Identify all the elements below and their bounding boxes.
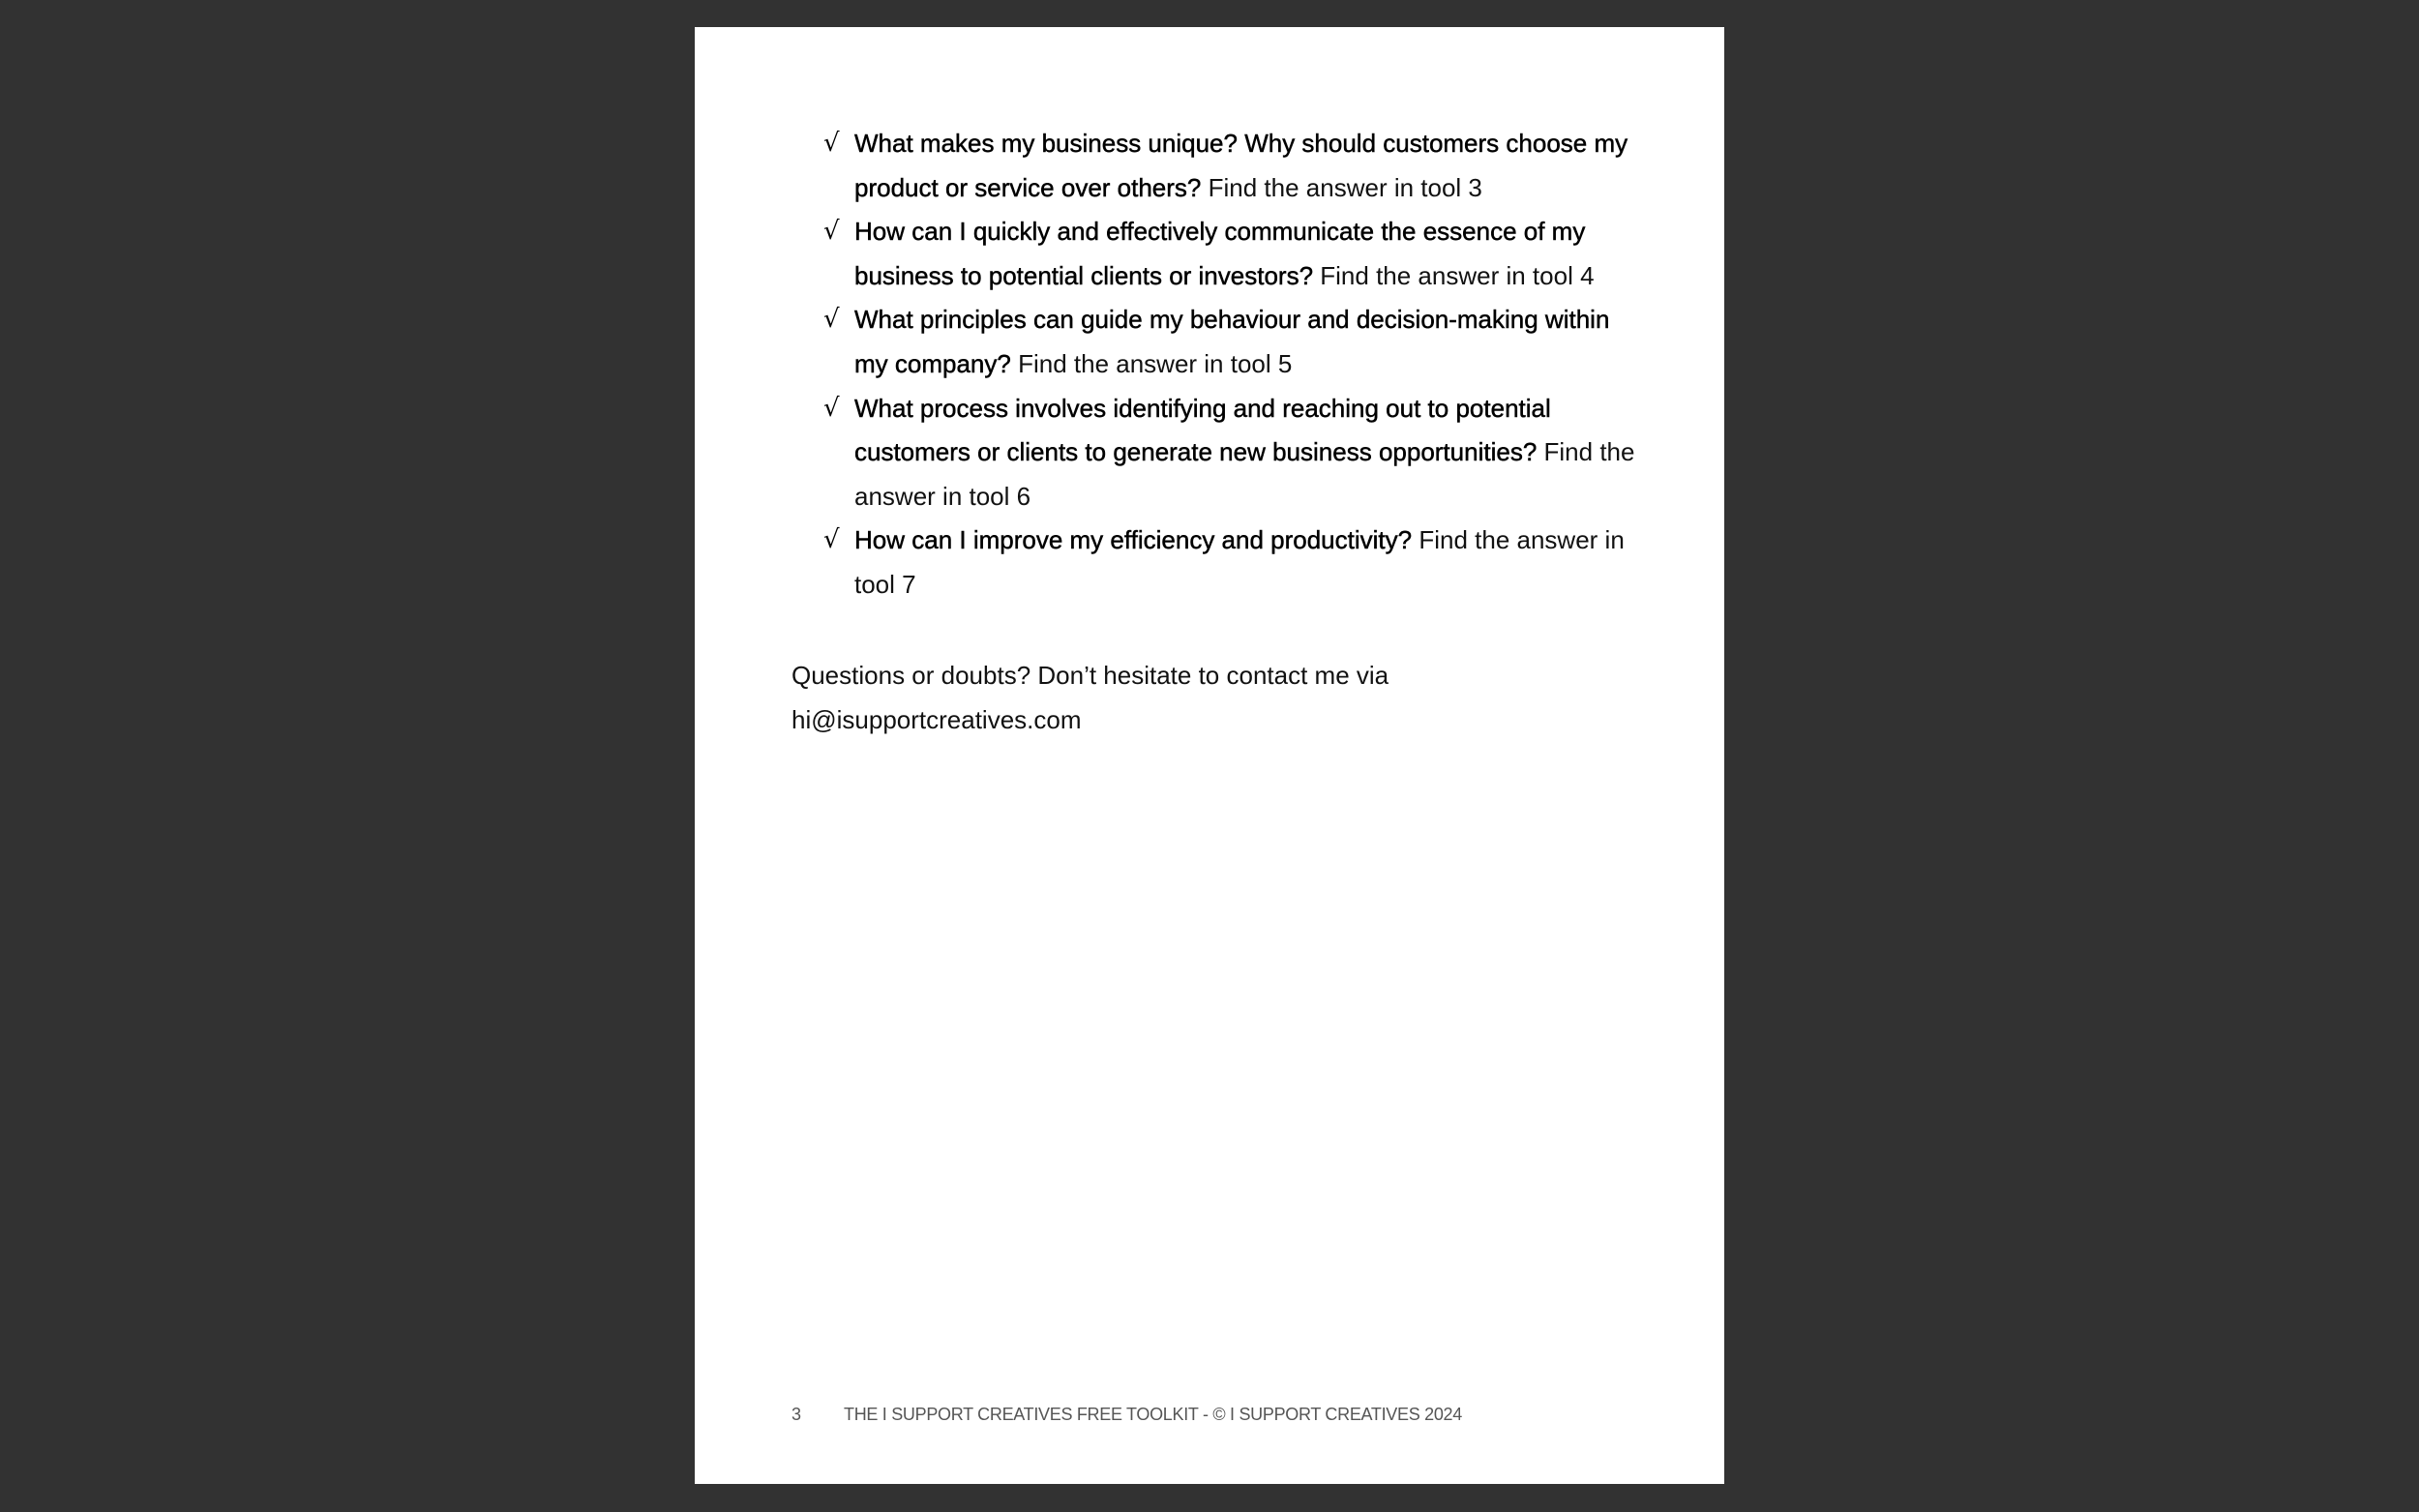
checkmark-icon: √: [823, 393, 840, 423]
answer-reference: Find the answer in tool 4: [1320, 260, 1595, 290]
checklist-item: [791, 122, 1643, 210]
contact-paragraph: Questions or doubts? Don’t hesitate to contact me via hi@isupportcreatives.com: [791, 661, 1389, 734]
footer-copyright: THE I SUPPORT CREATIVES FREE TOOLKIT - © I SUPPORT CREATIVES 2024: [844, 1405, 1462, 1424]
question-text: How can I quickly and effectively communicate the essence of my business to potential clients or investors?: [854, 217, 1586, 290]
question-text: What principles can guide my behaviour and decision-making within my company?: [854, 305, 1610, 378]
page-footer: [791, 1403, 1462, 1426]
checklist-item: [791, 519, 1643, 607]
question-checklist: [791, 122, 1643, 608]
checklist-item: [791, 210, 1643, 298]
checklist-item-text: [854, 298, 1643, 386]
answer-reference: Find the answer in tool 5: [1018, 348, 1293, 378]
checkmark-icon: √: [823, 525, 840, 555]
checklist-item-text: [854, 519, 1643, 607]
checklist-item-text: [854, 122, 1643, 210]
page-number: 3: [791, 1405, 802, 1424]
checkmark-icon: √: [823, 129, 840, 158]
document-page: [695, 27, 1724, 1484]
checkmark-icon: √: [823, 305, 840, 335]
answer-reference: Find the answer in tool 6: [854, 437, 1635, 511]
checklist-item: [791, 298, 1643, 386]
checklist-item-text: [854, 210, 1643, 298]
checklist-item-text: [854, 387, 1643, 519]
question-text: How can I improve my efficiency and productivity?: [854, 525, 1413, 555]
checklist-item: [791, 387, 1643, 519]
checkmark-icon: √: [823, 217, 840, 247]
answer-reference: Find the answer in tool 3: [1208, 172, 1482, 202]
question-text: What makes my business unique? Why should customers choose my product or service over others?: [854, 129, 1628, 202]
answer-reference: Find the answer in tool 7: [854, 525, 1625, 599]
question-text: What process involves identifying and reaching out to potential customers or clients to generate new business opportunities?: [854, 393, 1551, 467]
